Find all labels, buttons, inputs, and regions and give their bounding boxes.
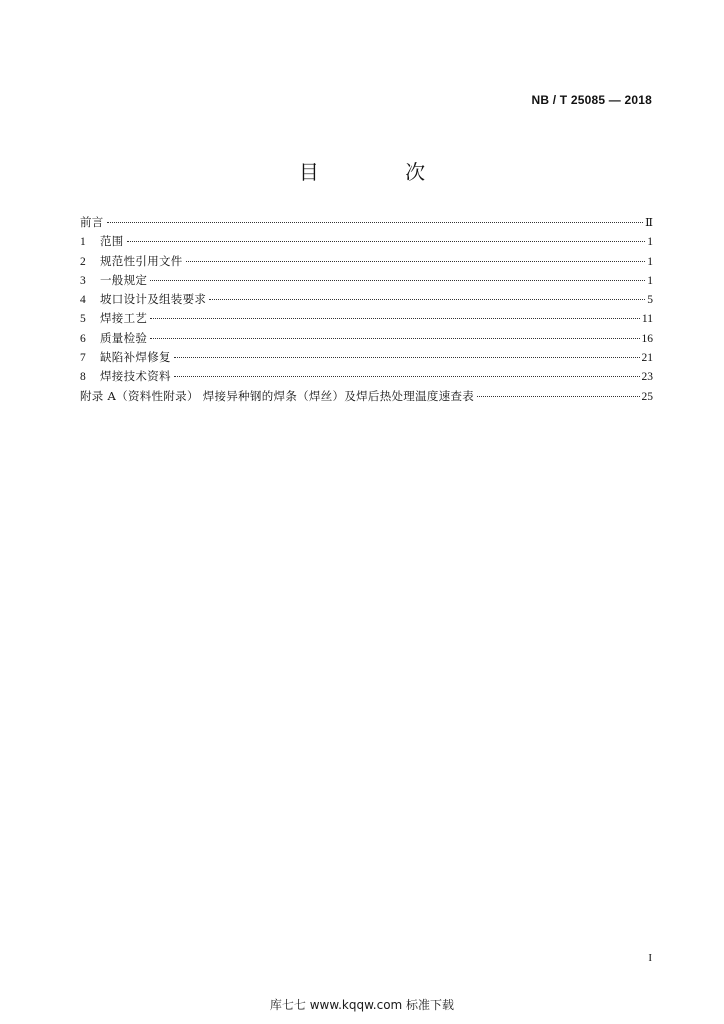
toc-entry-page: 1 <box>647 236 653 249</box>
toc-entry-welding-process[interactable] <box>80 309 653 328</box>
toc-entry-page: 1 <box>647 255 653 268</box>
toc-entry-page: 25 <box>641 390 653 403</box>
toc-entry-label: 缺陷补焊修复 <box>100 350 171 365</box>
toc-entry-label: 质量检验 <box>100 330 148 345</box>
toc-leader-dots <box>127 241 646 242</box>
toc-entry-page: 1 <box>647 274 653 287</box>
toc-entry-label: 焊接技术资料 <box>100 369 171 384</box>
toc-entry-label: 一般规定 <box>100 272 148 287</box>
toc-entry-number: 6 <box>80 332 86 345</box>
toc-entry-page: 11 <box>641 313 653 326</box>
toc-leader-dots <box>150 280 645 281</box>
toc-leader-dots <box>209 299 645 300</box>
footer-watermark: 库七七 www.kqqw.com 标准下载 <box>269 998 455 1012</box>
toc-entry-number: 4 <box>80 294 86 307</box>
toc-entry-label: 坡口设计及组装要求 <box>100 292 207 307</box>
toc-entry-page: 5 <box>647 294 653 307</box>
toc-entry-scope[interactable] <box>80 232 653 251</box>
toc-leader-dots <box>150 338 639 339</box>
toc-entry-quality-inspection[interactable] <box>80 329 653 348</box>
toc-entry-label: 附录 A（资料性附录） 焊接异种钢的焊条（焊丝）及焊后热处理温度速查表 <box>80 388 475 403</box>
toc-entry-general-provisions[interactable] <box>80 271 653 290</box>
toc-entry-defect-repair[interactable] <box>80 348 653 367</box>
toc-leader-dots <box>186 261 646 262</box>
toc-entry-technical-documents[interactable] <box>80 367 653 386</box>
toc-entry-foreword[interactable] <box>80 213 653 232</box>
toc-entry-label: 焊接工艺 <box>100 311 148 326</box>
toc-leader-dots <box>107 222 644 223</box>
page-number: I <box>648 952 652 964</box>
toc-leader-dots <box>174 357 640 358</box>
toc-leader-dots <box>477 396 639 397</box>
toc-entry-groove-design[interactable] <box>80 290 653 309</box>
page-title: 目 次 <box>298 160 466 184</box>
table-of-contents <box>80 213 653 406</box>
toc-entry-page: 23 <box>641 371 653 384</box>
toc-entry-normative-references[interactable] <box>80 252 653 271</box>
toc-entry-number: 2 <box>80 255 86 268</box>
toc-entry-number: 8 <box>80 371 86 384</box>
standard-code: NB / T 25085 — 2018 <box>531 93 652 107</box>
toc-entry-appendix-a[interactable] <box>80 387 653 406</box>
toc-entry-label: 规范性引用文件 <box>100 253 183 268</box>
toc-entry-page: 16 <box>641 332 653 345</box>
toc-entry-page: Ⅱ <box>645 217 653 229</box>
toc-entry-number: 1 <box>80 236 86 249</box>
toc-leader-dots <box>174 376 640 377</box>
toc-entry-label: 范围 <box>100 234 124 249</box>
toc-leader-dots <box>150 318 640 319</box>
toc-entry-label: 前言 <box>80 215 104 229</box>
toc-entry-number: 3 <box>80 274 86 287</box>
toc-entry-page: 21 <box>641 352 653 365</box>
toc-entry-number: 7 <box>80 352 86 365</box>
toc-entry-number: 5 <box>80 313 86 326</box>
